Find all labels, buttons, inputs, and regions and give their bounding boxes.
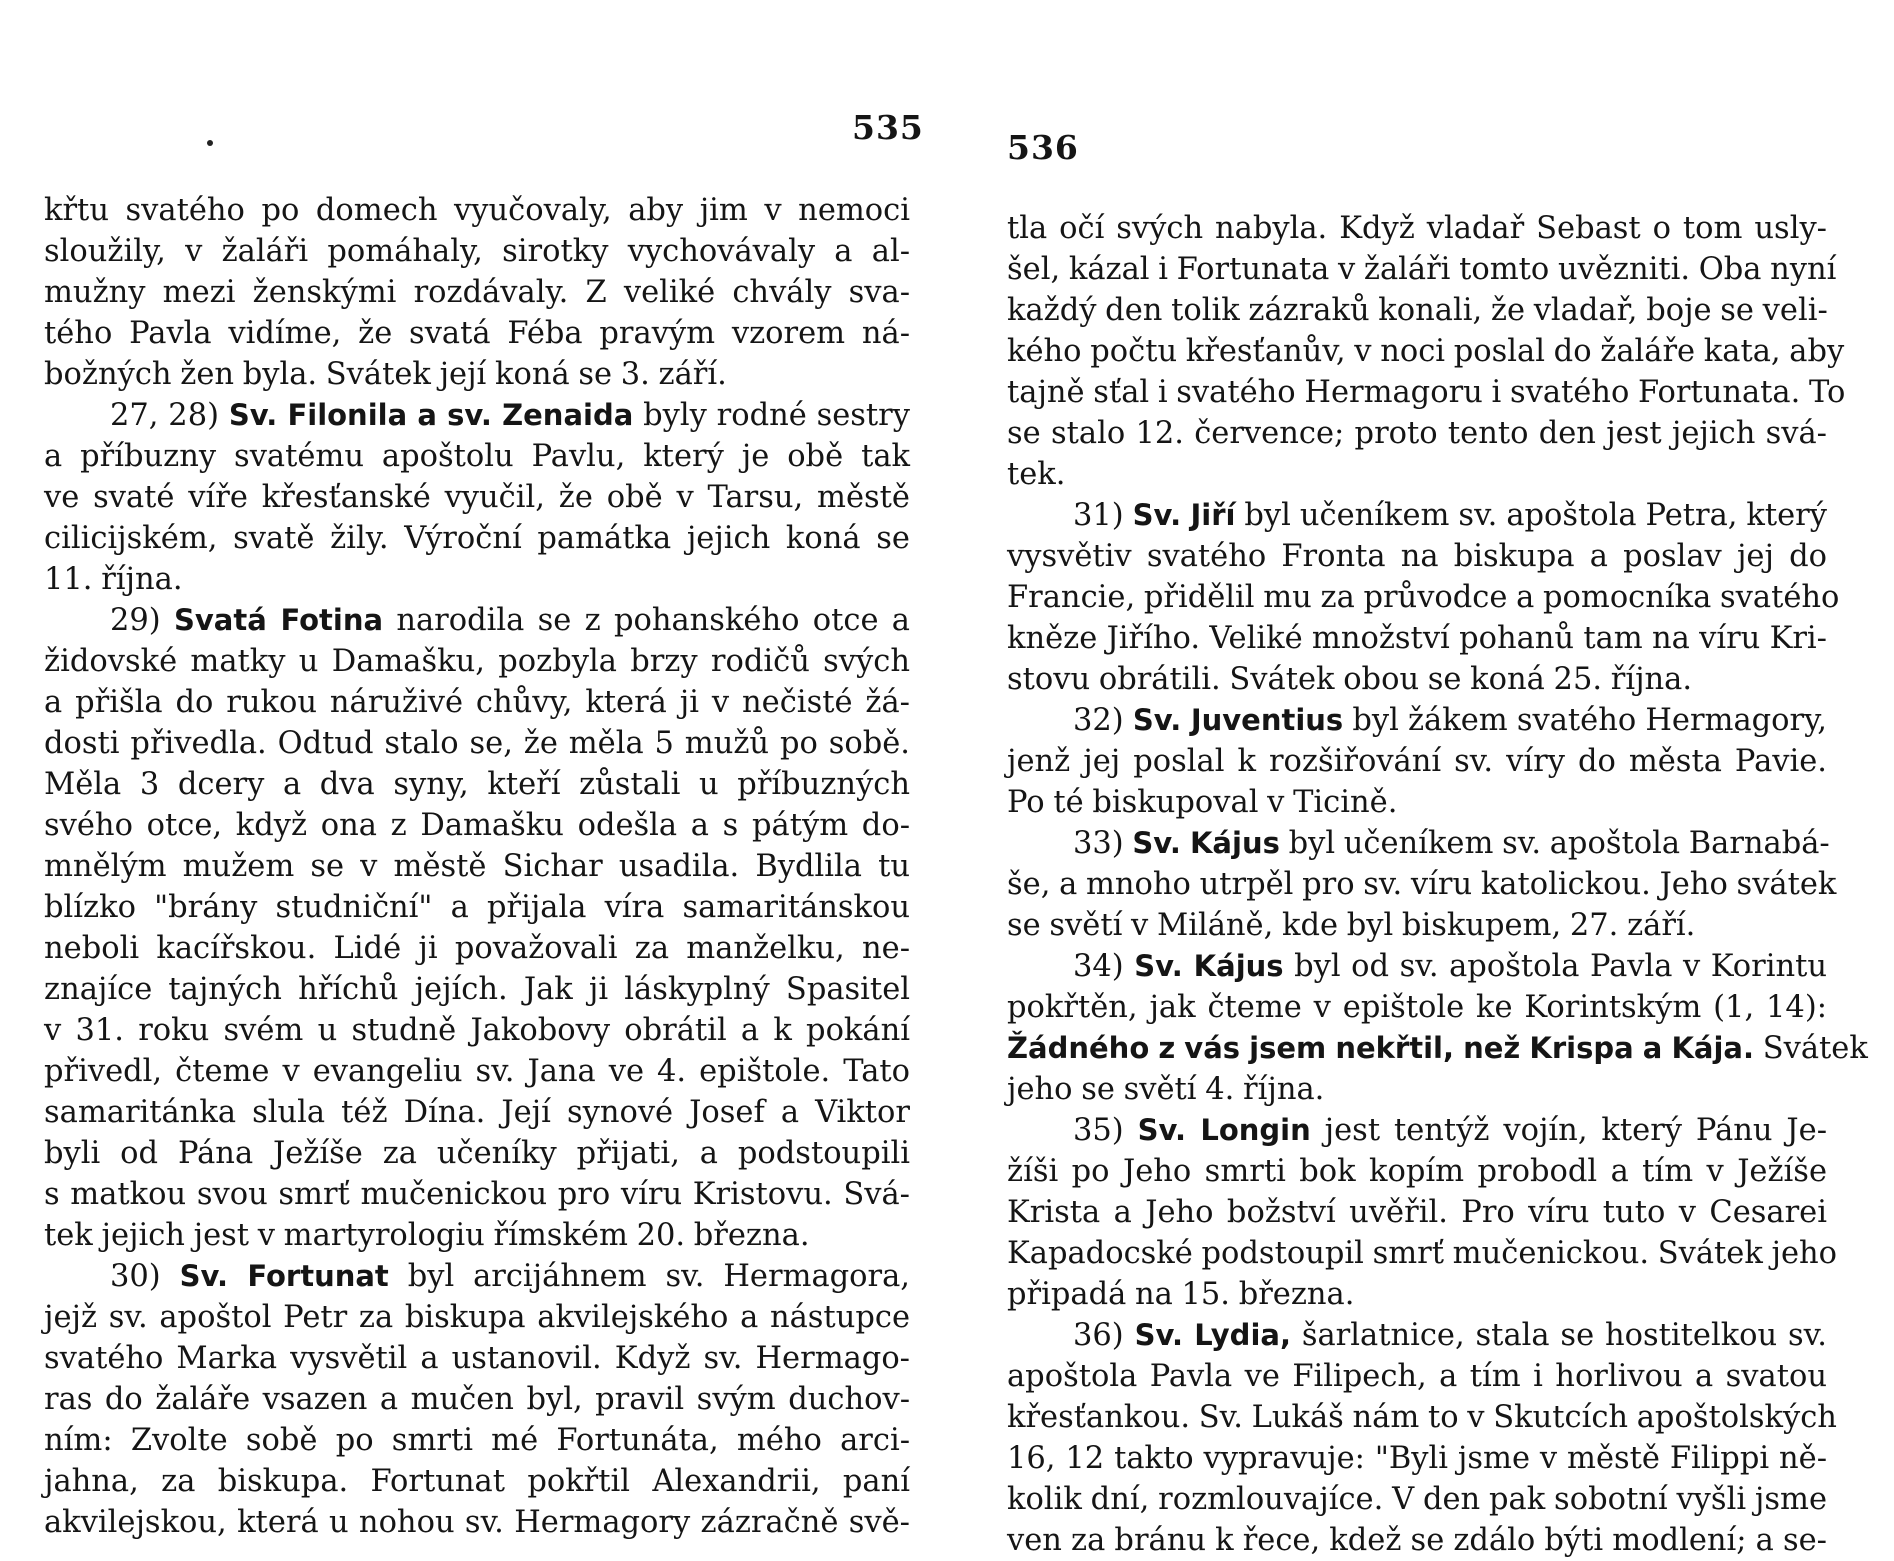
text-line: stovu obrátili. Svátek obou se koná 25. října. xyxy=(1007,662,1693,697)
text-line: ven za bránu k řece, kdež se zdálo býti modlení; a se- xyxy=(1007,1523,1827,1558)
entry-title: Sv. Kájus xyxy=(1134,949,1284,983)
text-line: každý den tolik zázraků konali, že vladař, boje se veli- xyxy=(1007,293,1828,328)
text-line: tek jejich jest v martyrologiu římském 20. března. xyxy=(44,1218,810,1253)
print-speck xyxy=(207,140,213,146)
text-line: tek. xyxy=(1007,457,1066,492)
entry-text: byl arcijáhnem sv. Hermagora, xyxy=(407,1259,910,1294)
entry-number: 34) xyxy=(1073,949,1124,984)
text-line: ras do žaláře vsazen a mučen byl, pravil svým duchov- xyxy=(44,1382,910,1417)
entry-36 xyxy=(1007,1315,1827,1356)
text-line: kolik dní, rozmlouvajíce. V den pak sobotní vyšli jsme xyxy=(1007,1482,1827,1517)
text-line: svatého Marka vysvětil a ustanovil. Když sv. Hermago- xyxy=(44,1341,910,1376)
text-line: jeho se světí 4. října. xyxy=(1007,1072,1325,1107)
text-line: svého otce, když ona z Damašku odešla a s pátým do- xyxy=(44,808,910,843)
left-page xyxy=(0,0,947,1540)
text-line: kněze Jiřího. Veliké množství pohanů tam na víru Kri- xyxy=(1007,621,1827,656)
text-line: křtu svatého po domech vyučovaly, aby jim v nemoci xyxy=(44,193,910,228)
quote-line xyxy=(1007,1028,1868,1069)
text-line: 11. října. xyxy=(44,562,183,597)
text-line: mužny mezi ženskými rozdávaly. Z veliké chvály sva- xyxy=(44,275,910,310)
entry-number: 27, 28) xyxy=(110,398,220,433)
entry-title: Sv. Longin xyxy=(1137,1113,1311,1147)
text-line: přivedl, čteme v evangeliu sv. Jana ve 4. epištole. Tato xyxy=(44,1054,910,1089)
entry-31 xyxy=(1007,495,1827,536)
right-page-body xyxy=(1007,208,1868,1561)
text-line: Kapadocské podstoupil smrť mučenickou. Svátek jeho xyxy=(1007,1236,1838,1271)
text-line: ve svaté víře křesťanské vyučil, že obě v Tarsu, městě xyxy=(44,480,910,515)
entry-number: 32) xyxy=(1073,703,1124,738)
entry-32 xyxy=(1007,700,1827,741)
text-line: neboli kacířskou. Lidé ji považovali za manželku, ne- xyxy=(44,931,910,966)
entry-number: 30) xyxy=(110,1259,161,1294)
entry-title: Sv. Jiří xyxy=(1132,498,1236,532)
text-line: mnělým mužem se v městě Sichar usadila. Bydlila tu xyxy=(44,849,910,884)
page-number-536: 536 xyxy=(1007,128,1079,167)
text-line: tla očí svých nabyla. Když vladař Sebast o tom usly- xyxy=(1007,211,1827,246)
entry-title: Sv. Fortunat xyxy=(179,1259,389,1293)
text-line: akvilejskou, která u nohou sv. Hermagory zázračně svě- xyxy=(44,1505,910,1540)
entry-27-28 xyxy=(44,395,910,436)
text-line: 16, 12 takto vypravuje: "Byli jsme v městě Filippi ně- xyxy=(1007,1441,1827,1476)
text-line: připadá na 15. března. xyxy=(1007,1277,1355,1312)
text-line: Měla 3 dcery a dva syny, kteří zůstali u příbuzných xyxy=(44,767,910,802)
entry-number: 31) xyxy=(1073,498,1124,533)
text-line: vysvětiv svatého Fronta na biskupa a poslav jej do xyxy=(1007,539,1827,574)
entry-35 xyxy=(1007,1110,1827,1151)
entry-34 xyxy=(1007,946,1827,987)
text-line: še, a mnoho utrpěl pro sv. víru katolickou. Jeho svátek xyxy=(1007,867,1837,902)
entry-title: Sv. Juventius xyxy=(1132,703,1344,737)
text-line: tajně sťal i svatého Hermagoru i svatého Fortunata. To xyxy=(1007,375,1846,410)
entry-text: jest tentýž vojín, který Pánu Je- xyxy=(1324,1113,1828,1148)
entry-text: byl od sv. apoštola Pavla v Korintu xyxy=(1294,949,1827,984)
entry-number: 36) xyxy=(1073,1318,1124,1353)
text-line: božných žen byla. Svátek její koná se 3. září. xyxy=(44,357,727,392)
entry-33 xyxy=(1007,823,1830,864)
left-page-body xyxy=(44,190,910,1543)
text-line: židovské matky u Damašku, pozbyla brzy rodičů svých xyxy=(44,644,910,679)
text-line: se světí v Miláně, kde byl biskupem, 27. září. xyxy=(1007,908,1696,943)
text-line: byli od Pána Ježíše za učeníky přijati, a podstoupili xyxy=(44,1136,910,1171)
text-line: blízko "brány studniční" a přijala víra samaritánskou xyxy=(44,890,910,925)
text-line: jenž jej poslal k rozšiřování sv. víry do města Pavie. xyxy=(1007,744,1827,779)
entry-number: 33) xyxy=(1073,826,1124,861)
entry-title: Sv. Filonila a sv. Zenaida xyxy=(228,398,634,432)
entry-number: 35) xyxy=(1073,1113,1124,1148)
entry-title: Sv. Kájus xyxy=(1132,826,1280,860)
text-line: cilicijském, svatě žily. Výroční památka jejich koná se xyxy=(44,521,910,556)
text-line: a přišla do rukou náruživé chůvy, která ji v nečisté žá- xyxy=(44,685,910,720)
text-line: samaritánka slula též Dína. Její synové Josef a Viktor xyxy=(44,1095,910,1130)
text-line: ním: Zvolte sobě po smrti mé Fortunáta, mého arci- xyxy=(44,1423,910,1458)
entry-text: byl žákem svatého Hermagory, xyxy=(1352,703,1828,738)
entry-text: šarlatnice, stala se hostitelkou sv. xyxy=(1301,1318,1827,1353)
text-line: v 31. roku svém u studně Jakobovy obrátil a k pokání xyxy=(44,1013,910,1048)
entry-29 xyxy=(44,600,910,641)
text-line: dosti přivedla. Odtud stalo se, že měla 5 mužů po sobě. xyxy=(44,726,910,761)
entry-text: byl učeníkem sv. apoštola Barnabá- xyxy=(1288,826,1830,861)
bold-quote: Žádného z vás jsem nekřtil, než Krispa a Kája. xyxy=(1007,1031,1755,1065)
entry-text: byl učeníkem sv. apoštola Petra, který xyxy=(1244,498,1827,533)
entry-text: byly rodné sestry xyxy=(643,398,910,433)
text-line: a příbuzny svatému apoštolu Pavlu, který je obě tak xyxy=(44,439,910,474)
entry-number: 29) xyxy=(110,603,161,638)
entry-title: Svatá Fotina xyxy=(174,603,384,637)
text-line: znajíce tajných hříchů jejích. Jak ji láskyplný Spasitel xyxy=(44,972,910,1007)
text-line: apoštola Pavla ve Filipech, a tím i horlivou a svatou xyxy=(1007,1359,1827,1394)
text-line: jahna, za biskupa. Fortunat pokřtil Alexandrii, paní xyxy=(44,1464,910,1499)
right-page xyxy=(947,0,1894,1558)
text-line: s matkou svou smrť mučenickou pro víru Kristovu. Svá- xyxy=(44,1177,910,1212)
entry-30 xyxy=(44,1256,910,1297)
entry-text: Svátek xyxy=(1762,1031,1868,1066)
text-line: Krista a Jeho božství uvěřil. Pro víru tuto v Cesarei xyxy=(1007,1195,1827,1230)
text-line: se stalo 12. července; proto tento den jest jejich svá- xyxy=(1007,416,1827,451)
text-line: tého Pavla vidíme, že svatá Féba pravým vzorem ná- xyxy=(44,316,910,351)
text-line: žíši po Jeho smrti bok kopím probodl a tím v Ježíše xyxy=(1007,1154,1827,1189)
text-line: jejž sv. apoštol Petr za biskupa akvilejského a nástupce xyxy=(44,1300,910,1335)
entry-text: narodila se z pohanského otce a xyxy=(396,603,910,638)
text-line: šel, kázal i Fortunata v žaláři tomto uvězniti. Oba nyní xyxy=(1007,252,1837,287)
text-line: křesťankou. Sv. Lukáš nám to v Skutcích apoštolských xyxy=(1007,1400,1837,1435)
text-line: pokřtěn, jak čteme v epištole ke Korintským (1, 14): xyxy=(1007,990,1827,1025)
text-line: kého počtu křesťanův, v noci poslal do žaláře kata, aby xyxy=(1007,334,1845,369)
entry-title: Sv. Lydia, xyxy=(1134,1318,1291,1352)
page-number-535: 535 xyxy=(852,108,924,147)
text-line: Po té biskupoval v Ticině. xyxy=(1007,785,1398,820)
text-line: sloužily, v žaláři pomáhaly, sirotky vychovávaly a al- xyxy=(44,234,910,269)
text-line: Francie, přidělil mu za průvodce a pomocníka svatého xyxy=(1007,580,1840,615)
